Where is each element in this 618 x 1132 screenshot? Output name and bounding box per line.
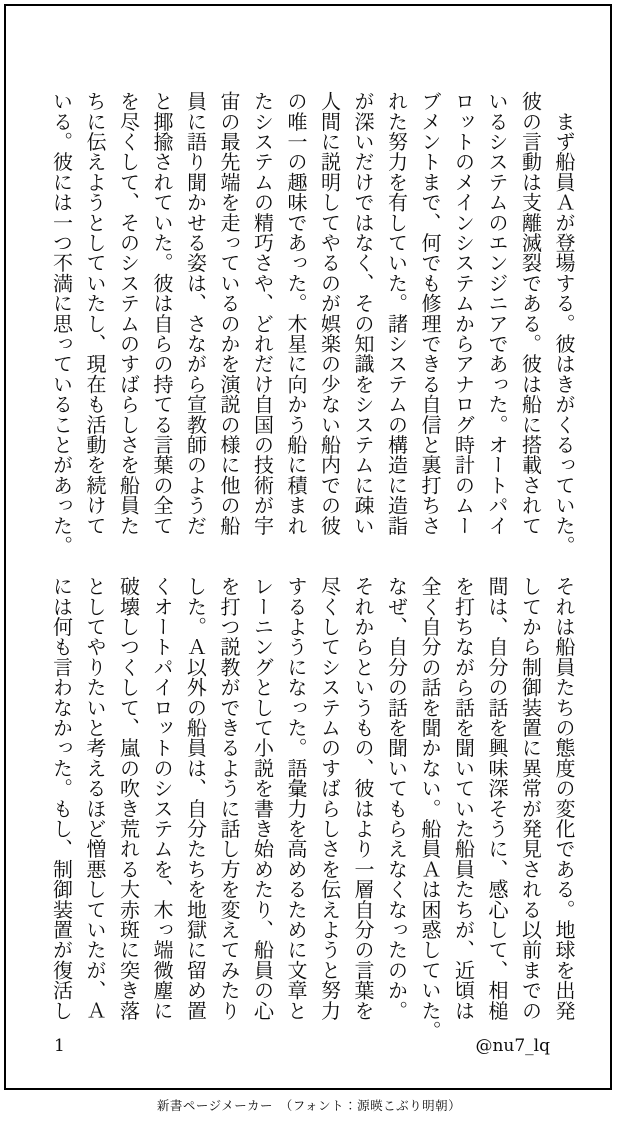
text-column: くオートパイロットのシステムを、木っ端微塵に [150,576,174,1021]
text-column: を打つ説教ができるように話し方を変えてみたり [217,576,241,1021]
text-column: まず船員Ａが登場する。彼はきがくるっていた。 [552,91,576,556]
page-border-frame [4,4,612,1090]
text-column: の唯一の趣味であった。木星に向かう船に積まれ [284,91,308,536]
text-column: 人間に説明してやるのが娯楽の少ない船内での彼 [317,91,342,536]
text-column: それは船員たちの態度の変化である。地球を出発 [552,576,576,1021]
text-column: 破壊しつくして、嵐の吹き荒れる大赤斑に突き落 [116,576,141,1021]
text-column: 間は、自分の話を興味深そうに、感心して、相槌 [485,576,509,1021]
text-column: した。Ａ以外の船員は、自分たちを地獄に留め置 [183,576,208,1021]
text-column: と揶揄されていた。彼は自らの持てる言葉の全て [150,91,174,536]
text-column: するようになった。語彙力を高めるために文章と [284,576,308,1021]
text-column: してから制御装置に異常が発見される以前までの [518,576,543,1021]
text-block-upper [44,91,580,556]
text-column: いるシステムのエンジニアであった。オートパイ [485,91,509,536]
text-column: それからというもの、彼はより一層自分の言葉を [351,576,375,1021]
text-column: を尽くして、そのシステムのすばらしさを船員た [116,91,141,536]
generator-caption: 新書ページメーカー （フォント：源暎こぶり明朝） [156,1098,462,1113]
text-column: には何も言わなかった。もし、制御装置が復活し [49,576,74,1021]
text-column: いる。彼には一つ不満に思っていることがあった。 [49,91,74,556]
text-column: たシステムの精巧さや、どれだけ自国の技術が宇 [250,91,275,536]
text-block-lower [44,576,580,1041]
text-column: を打ちながら話を聞いていた船員たちが、近頃は [451,576,476,1021]
text-column: が深いだけではなく、その知識をシステムに疎い [351,91,375,536]
text-column: ブメントまで、何でも修理できる自信と裏打ちさ [418,91,442,536]
text-column: 宙の最先端を走っているのかを演説の様に他の船 [217,91,241,536]
text-column: 尽くしてシステムのすばらしさを伝えようと努力 [317,576,342,1021]
text-column: ロットのメインシステムからアナログ時計のムー [451,91,476,536]
text-column: なぜ、自分の話を聞いてもらえなくなったのか。 [384,576,409,1021]
author-handle: @nu7_lq [475,1036,550,1056]
page-number: 1 [54,1036,65,1056]
text-column: 彼の言動は支離滅裂である。彼は船に搭載されて [518,91,543,536]
text-column: レーニングとして小説を書き始めたり、船員の心 [250,576,275,1021]
text-column: ちに伝えようとしていたし、現在も活動を続けて [83,91,107,536]
text-column: 員に語り聞かせる姿は、さながら宣教師のようだ [183,91,208,536]
text-column: れた努力を有していた。諸システムの構造に造詣 [384,91,409,536]
text-column: 全く自分の話を聞かない。船員Ａは困惑していた。 [418,576,442,1041]
text-column: としてやりたいと考えるほど憎悪していたが、Ａ [83,576,107,1021]
